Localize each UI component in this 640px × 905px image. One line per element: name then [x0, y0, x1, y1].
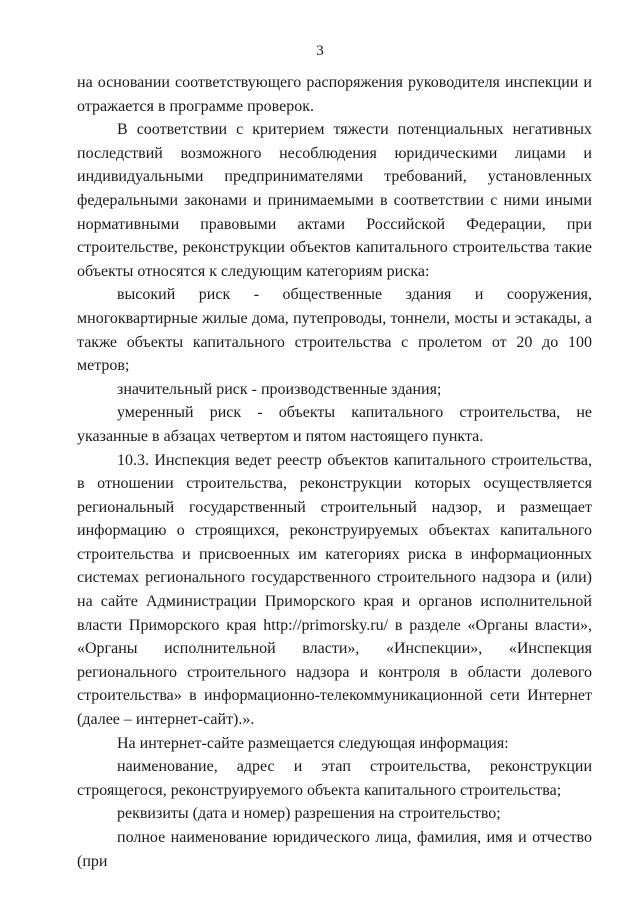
paragraph-legal-entity: полное наименование юридического лица, фамилия, имя и отчество (при [77, 829, 592, 870]
paragraph-high-risk: высокий риск - общественные здания и сооружения, многоквартирные жилые дома, путепроводы, тоннели, мосты и эстакады, а также объекты капитального строительства с пролетом от 20 до 100 метров; [77, 286, 592, 375]
paragraph-risk-criteria: В соответствии с критерием тяжести потенциальных негативных последствий возможного несоблюдения юридическими лицами и индивидуальными предпринимателями требований, установленных федеральными законами и принимаемыми в соответствии с ними иными нормативными правовыми актами Российской Федерации, при строительстве, реконструкции объектов капитального строительства такие объекты относятся к следующим категориям риска: [77, 121, 592, 280]
paragraph-continuation: на основании соответствующего распоряжения руководителя инспекции и отражается в программе проверок. [77, 74, 592, 115]
page-number: 3 [316, 43, 324, 59]
paragraph-10-3: 10.3. Инспекция ведет реестр объектов капитального строительства, в отношении строительства, реконструкции которых осуществляется региональный государственный строительный надзор, и размещает информацию о строящихся, реконструируемых объектах капитального строительства и присвоенных им категориях риска в информационных системах регионального государственного строительного надзора и (или) на сайте Администрации Приморского края и органов исполнительной власти Приморского края http://primorsky.ru/ в разделе «Органы власти», «Органы исполнительной власти», «Инспекции», «Инспекция регионального строительного надзора и контроля в области долевого строительства» в информационно-телекоммуникационной сети Интернет (далее – интернет-сайт).». [77, 451, 592, 729]
paragraph-object-name: наименование, адрес и этап строительства, реконструкции строящегося, реконструируемого объекта капитального строительства; [77, 758, 592, 799]
paragraph-permit-details: реквизиты (дата и номер) разрешения на строительство; [117, 805, 501, 823]
paragraph-moderate-risk: умеренный риск - объекты капитального строительства, не указанные в абзацах четвертом и пятом настоящего пункта. [77, 404, 592, 445]
paragraph-significant-risk: значительный риск - производственные здания; [117, 380, 442, 398]
paragraph-website-info: На интернет-сайте размещается следующая информация: [117, 734, 509, 752]
document-body [77, 71, 592, 873]
